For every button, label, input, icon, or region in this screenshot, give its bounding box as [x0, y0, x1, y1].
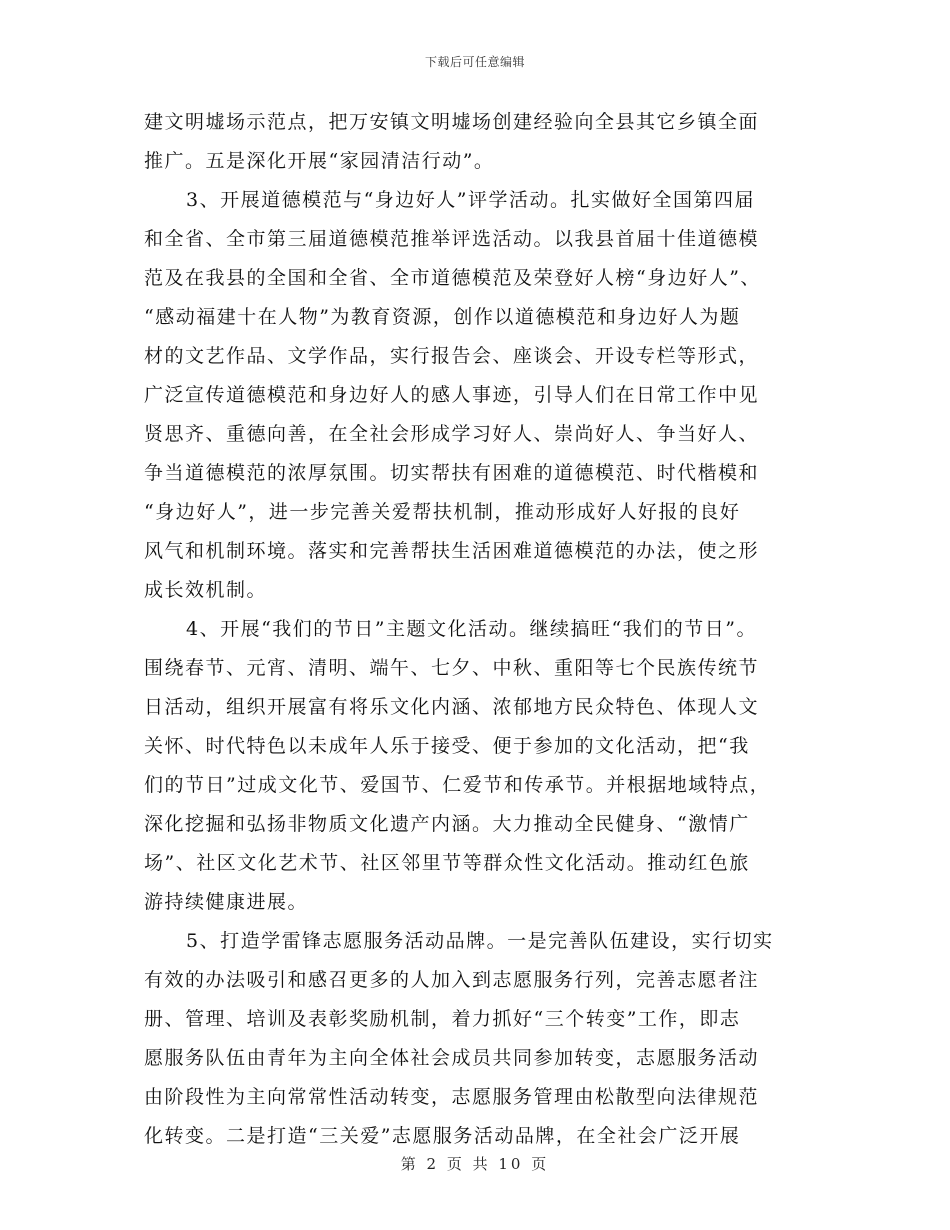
text-line: 4、开展“我们的节日”主题文化活动。继续搞旺“我们的节日”。 [186, 618, 757, 640]
paragraph [144, 181, 814, 610]
text-line: 建文明墟场示范点，把万安镇文明墟场创建经验向全县其它乡镇全面 [144, 111, 760, 133]
paragraph [144, 103, 814, 181]
text-line: 关怀、时代特色以未成年人乐于接受、便于参加的文化活动，把“我 [144, 735, 750, 757]
text-line: 围绕春节、元宵、清明、端午、七夕、中秋、重阳等七个民族传统节 [144, 657, 760, 679]
text-line: 游持续健康进展。 [144, 891, 309, 913]
text-line: “身边好人”，进一步完善关爱帮扶机制，推动形成好人好报的良好 [144, 501, 741, 523]
paragraph [144, 922, 814, 1156]
text-line: 争当道德模范的浓厚氛围。切实帮扶有困难的道德模范、时代楷模和 [144, 462, 760, 484]
text-line: 和全省、全市第三届道德模范推举评选活动。以我县首届十佳道德模 [144, 228, 760, 250]
page-header: 下载后可任意编辑 [424, 55, 525, 69]
text-line: 风气和机制环境。落实和完善帮扶生活困难道德模范的办法，使之形 [144, 540, 760, 562]
text-line: 场”、社区文化艺术节、社区邻里节等群众性文化活动。推动红色旅 [144, 852, 750, 874]
text-line: 深化挖掘和弘扬非物质文化遗产内涵。大力推动全民健身、“激情广 [144, 813, 750, 835]
document-body [144, 103, 814, 1156]
text-line: 由阶段性为主向常常性活动转变，志愿服务管理由松散型向法律规范 [144, 1086, 760, 1108]
text-line: 推广。五是深化开展“家园清洁行动”。 [144, 150, 495, 172]
paragraph [144, 610, 814, 922]
text-line: 日活动，组织开展富有将乐文化内涵、浓郁地方民众特色、体现人文 [144, 696, 760, 718]
text-line: 册、管理、培训及表彰奖励机制，着力抓好“三个转变”工作，即志 [144, 1008, 741, 1030]
text-line: 愿服务队伍由青年为主向全体社会成员共同参加转变，志愿服务活动 [144, 1047, 760, 1069]
page-footer: 第 2 页 共 10 页 [400, 1155, 550, 1173]
text-line: 范及在我县的全国和全省、全市道德模范及荣登好人榜“身边好人”、 [144, 267, 761, 289]
text-line: 们的节日”过成文化节、爱国节、仁爱节和传承节。并根据地域特点， [144, 774, 771, 796]
text-line: 成长效机制。 [144, 579, 268, 601]
text-line: 3、开展道德模范与“身边好人”评学活动。扎实做好全国第四届 [186, 189, 756, 211]
text-line: 5、打造学雷锋志愿服务活动品牌。一是完善队伍建设，实行切实 [186, 930, 774, 952]
text-line: 广泛宣传道德模范和身边好人的感人事迹，引导人们在日常工作中见 [144, 384, 760, 406]
text-line: 贤思齐、重德向善，在全社会形成学习好人、崇尚好人、争当好人、 [144, 423, 760, 445]
text-line: 有效的办法吸引和感召更多的人加入到志愿服务行列，完善志愿者注 [144, 969, 760, 991]
text-line: “感动福建十在人物”为教育资源，创作以道德模范和身边好人为题 [144, 306, 741, 328]
text-line: 材的文艺作品、文学作品，实行报告会、座谈会、开设专栏等形式， [144, 345, 760, 367]
text-line: 化转变。二是打造“三关爱”志愿服务活动品牌，在全社会广泛开展 [144, 1125, 741, 1147]
